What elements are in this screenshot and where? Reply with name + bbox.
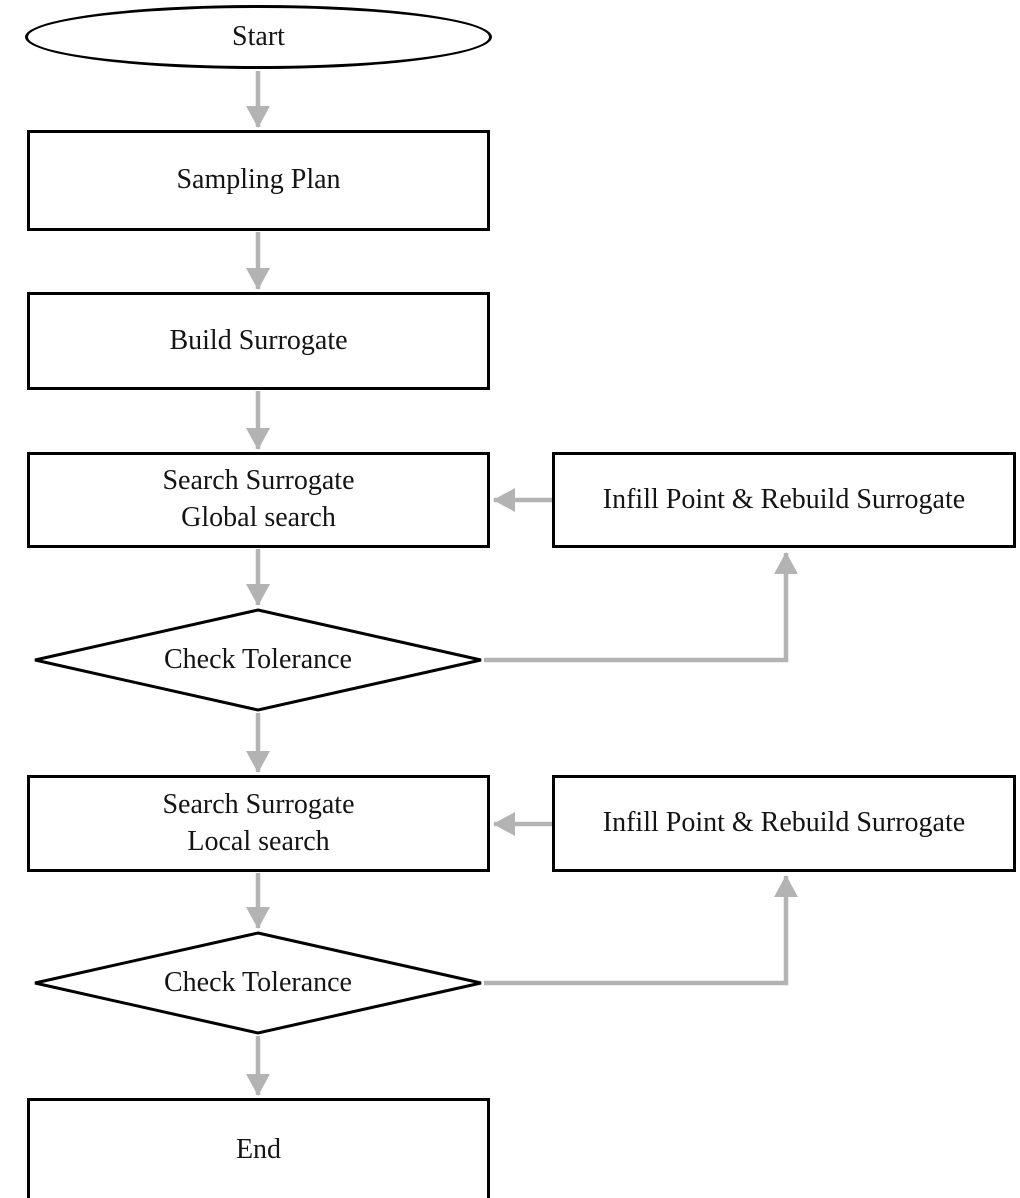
node-sampling-plan-label: Sampling Plan [176, 164, 341, 196]
node-check-tolerance-local-label: Check Tolerance [164, 966, 352, 998]
node-build-surrogate [27, 292, 490, 390]
node-check-tolerance-global [33, 608, 483, 712]
node-start [25, 5, 492, 69]
node-infill-local-label: Infill Point & Rebuild Surrogate [602, 807, 966, 839]
arrow-check2-to-infill-local [484, 876, 786, 983]
node-start-label: Start [232, 20, 285, 52]
node-search-global-line2: Global search [181, 502, 336, 533]
node-infill-rebuild-global [552, 452, 1016, 548]
node-end [27, 1098, 490, 1198]
node-build-surrogate-label: Build Surrogate [169, 324, 348, 356]
node-search-local-line1: Search Surrogate [162, 788, 355, 820]
node-search-local-line2: Local search [187, 825, 330, 857]
node-search-global-line1: Search Surrogate [162, 465, 355, 497]
node-search-surrogate-local [27, 775, 490, 872]
node-check-tolerance-global-label: Check Tolerance [164, 643, 352, 675]
node-search-surrogate-global [27, 452, 490, 548]
node-infill-rebuild-local [552, 775, 1016, 872]
node-infill-global-label: Infill Point & Rebuild Surrogate [602, 483, 966, 515]
node-end-label: End [235, 1133, 282, 1165]
arrow-check1-to-infill-global [484, 553, 786, 660]
node-sampling-plan [27, 130, 490, 231]
node-check-tolerance-local [33, 931, 483, 1035]
